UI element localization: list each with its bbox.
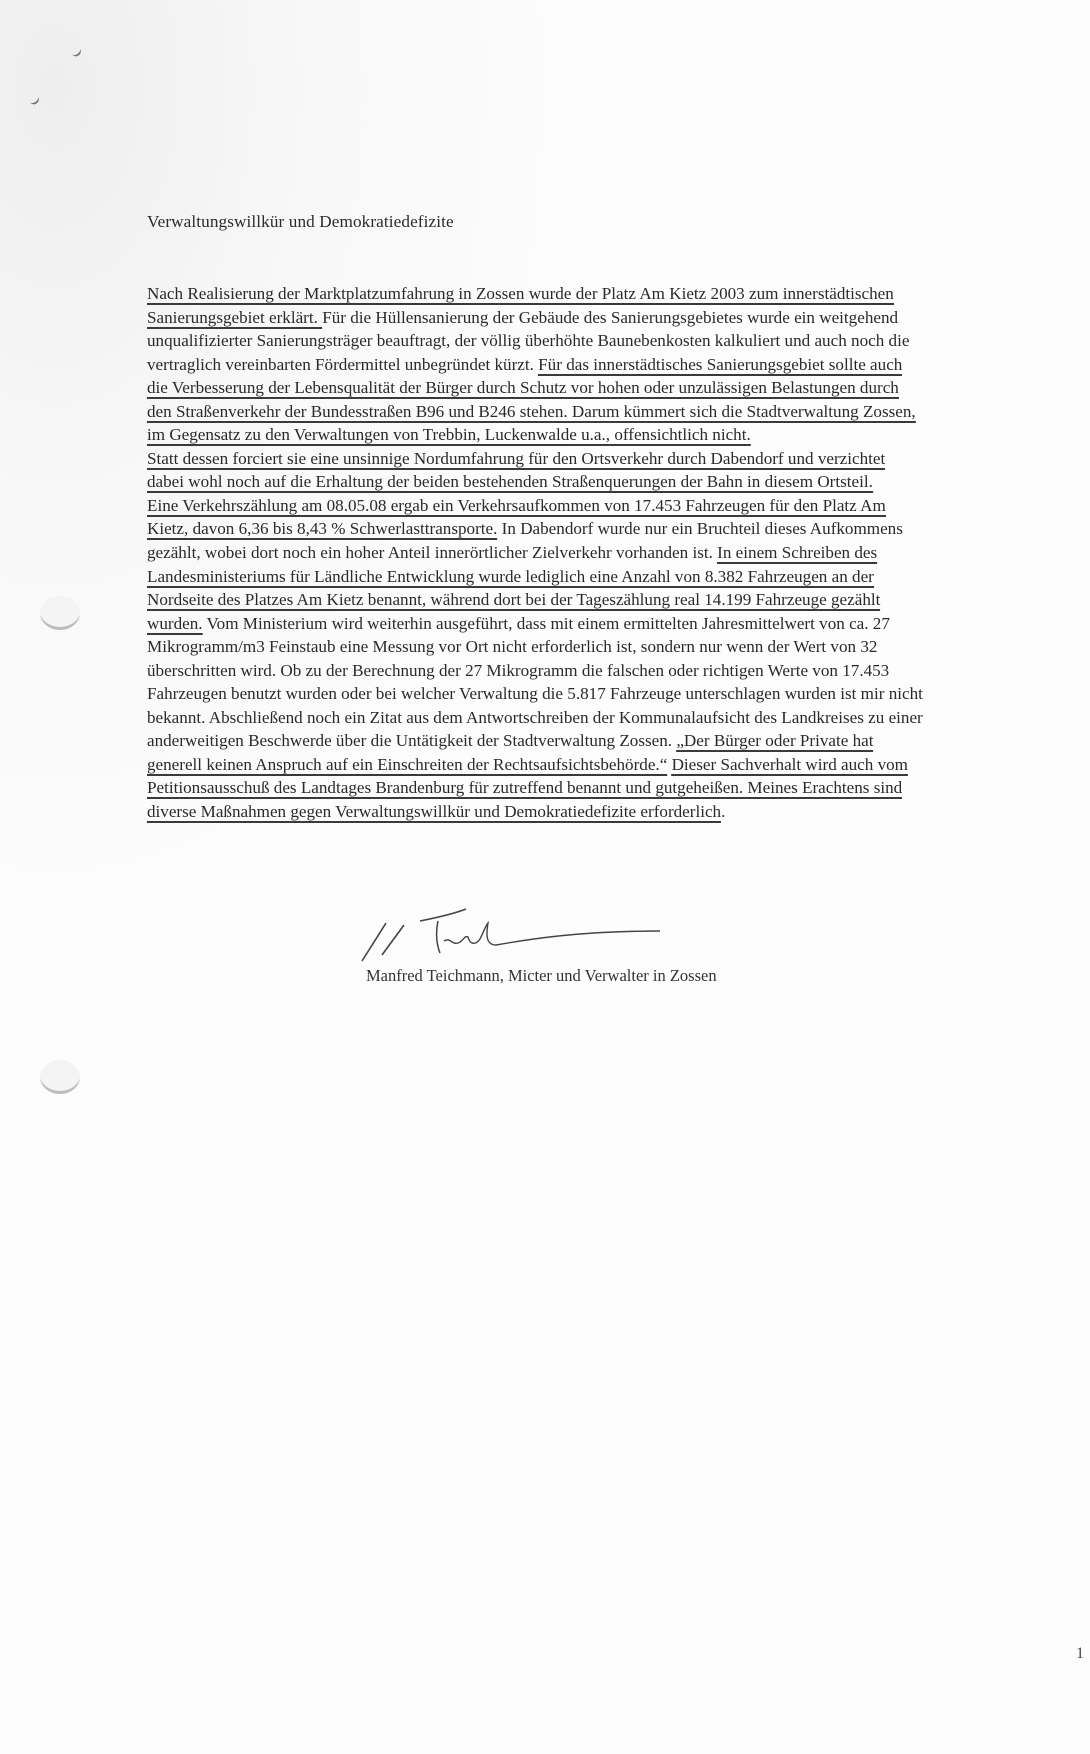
underlined-text: Nordseite des Platzes Am Kietz benannt, während dort bei der Tageszählung real 14.199 Fahrzeuge gezählt (147, 590, 881, 610)
text-line (147, 400, 1082, 424)
text-line (147, 447, 1082, 471)
underlined-text: Statt dessen forciert sie eine unsinnige Nordumfahrung für den Ortsverkehr durch Dabendorf und verzichtet (147, 448, 886, 468)
text-line (147, 423, 1082, 447)
text-line (147, 376, 1082, 400)
punch-hole-top (40, 596, 80, 630)
text-line (147, 565, 1082, 589)
signer-name-line: Manfred Teichmann, Micter und Verwalter in Zossen (366, 966, 717, 985)
text-segment: Für die Hüllensanierung der Gebäude des Sanierungsgebietes wurde ein weitgehend (322, 307, 899, 327)
text-line (147, 541, 1082, 565)
underlined-text: im Gegensatz zu den Verwaltungen von Trebbin, Luckenwalde u.a., offensichtlich nicht. (147, 425, 751, 445)
text-segment: . (721, 802, 726, 822)
text-segment: unqualifizierter Sanierungsträger beauftragt, der völlig überhöhte Baunebenkosten kalkuliert und auch noch die (147, 331, 910, 351)
text-segment: bekannt. Abschließend noch ein Zitat aus dem Antwortschreiben der Kommunalaufsicht des Landkreises zu einer (147, 707, 923, 727)
text-line (147, 800, 1082, 824)
document-body (147, 282, 1087, 824)
underlined-text: dabei wohl noch auf die Erhaltung der beiden bestehenden Straßenquerungen der Bahn in diesem Ortsteil. (147, 472, 873, 492)
signature-stroke-4 (444, 923, 660, 945)
text-line (147, 329, 1082, 353)
underlined-text: In einem Schreiben des (717, 543, 878, 563)
page-number: 1 (1076, 1645, 1084, 1662)
text-segment: Mikrogramm/m3 Feinstaub eine Messung vor Ort nicht erforderlich ist, sondern nur wenn der Wert von 32 (147, 637, 878, 657)
text-line (147, 682, 1082, 706)
underlined-text: diverse Maßnahmen gegen Verwaltungswillkür und Demokratiedefizite erforderlich (147, 802, 722, 822)
underlined-text: Sanierungsgebiet erklärt. (147, 307, 323, 327)
text-line (147, 588, 1082, 612)
underlined-text: wurden. (147, 613, 203, 633)
text-segment: überschritten wird. Ob zu der Berechnung der 27 Mikrogramm die falschen oder richtigen Werte von 17.453 (147, 660, 890, 680)
underlined-text: generell keinen Anspruch auf ein Einschreiten der Rechtsaufsichtsbehörde.“ (147, 754, 668, 774)
signature-stroke-1 (362, 923, 386, 961)
underlined-text: Petitionsausschuß des Landtages Brandenburg für zutreffend benannt und gutgeheißen. Meines Erachtens sind (147, 778, 903, 798)
text-segment: vertraglich vereinbarten Fördermittel unbegründet kürzt. (147, 354, 539, 374)
text-line (147, 517, 1082, 541)
text-line (147, 776, 1082, 800)
text-line (147, 282, 1082, 306)
underlined-text: „Der Bürger oder Private hat (676, 731, 874, 751)
handwritten-signature (360, 895, 680, 965)
signature-stroke-3 (420, 909, 466, 953)
text-line (147, 753, 1082, 777)
pencil-tick-mark (71, 48, 83, 59)
underlined-text: Dieser Sachverhalt wird auch vom (671, 754, 908, 774)
punch-hole-bottom (40, 1060, 80, 1094)
underlined-text: Nach Realisierung der Marktplatzumfahrung in Zossen wurde der Platz Am Kietz 2003 zum innerstädtischen (147, 284, 894, 303)
underlined-text: Eine Verkehrszählung am 08.05.08 ergab ein Verkehrsaufkommen von 17.453 Fahrzeugen für den Platz Am (147, 495, 886, 515)
text-line (147, 353, 1082, 377)
text-segment: In Dabendorf wurde nur ein Bruchteil dieses Aufkommens (497, 519, 903, 539)
pencil-tick-mark (29, 96, 41, 107)
text-line (147, 635, 1082, 659)
text-segment: anderweitigen Beschwerde über die Untätigkeit der Stadtverwaltung Zossen. (147, 731, 677, 751)
text-line (147, 612, 1082, 636)
text-segment: gezählt, wobei dort noch ein hoher Anteil innerörtlicher Zielverkehr vorhanden ist. (147, 543, 718, 563)
text-segment: Vom Ministerium wird weiterhin ausgeführt, dass mit einem ermittelten Jahresmittelwert von ca. 27 (202, 613, 890, 633)
underlined-text: die Verbesserung der Lebensqualität der Bürger durch Schutz vor hohen oder unzulässigen Belastungen durch (147, 378, 899, 398)
text-line (147, 306, 1082, 330)
text-segment: Fahrzeugen benutzt wurden oder bei welcher Verwaltung die 5.817 Fahrzeuge unterschlagen wurden ist mir nicht (147, 684, 923, 704)
underlined-text: Landesministeriums für Ländliche Entwicklung wurde lediglich eine Anzahl von 8.382 Fahrzeugen an der (147, 566, 874, 586)
text-line (147, 470, 1082, 494)
text-line (147, 706, 1082, 730)
underlined-text: den Straßenverkehr der Bundesstraßen B96 und B246 stehen. Darum kümmert sich die Stadtverwaltung Zossen, (147, 401, 916, 421)
text-line (147, 729, 1082, 753)
underlined-text: Kietz, davon 6,36 bis 8,43 % Schwerlasttransporte. (147, 519, 498, 539)
text-line (147, 494, 1082, 518)
signature-stroke-2 (382, 925, 404, 955)
underlined-text: Für das innerstädtisches Sanierungsgebiet sollte auch (538, 354, 903, 374)
document-title: Verwaltungswillkür und Demokratiedefizite (147, 212, 454, 231)
text-line (147, 659, 1082, 683)
